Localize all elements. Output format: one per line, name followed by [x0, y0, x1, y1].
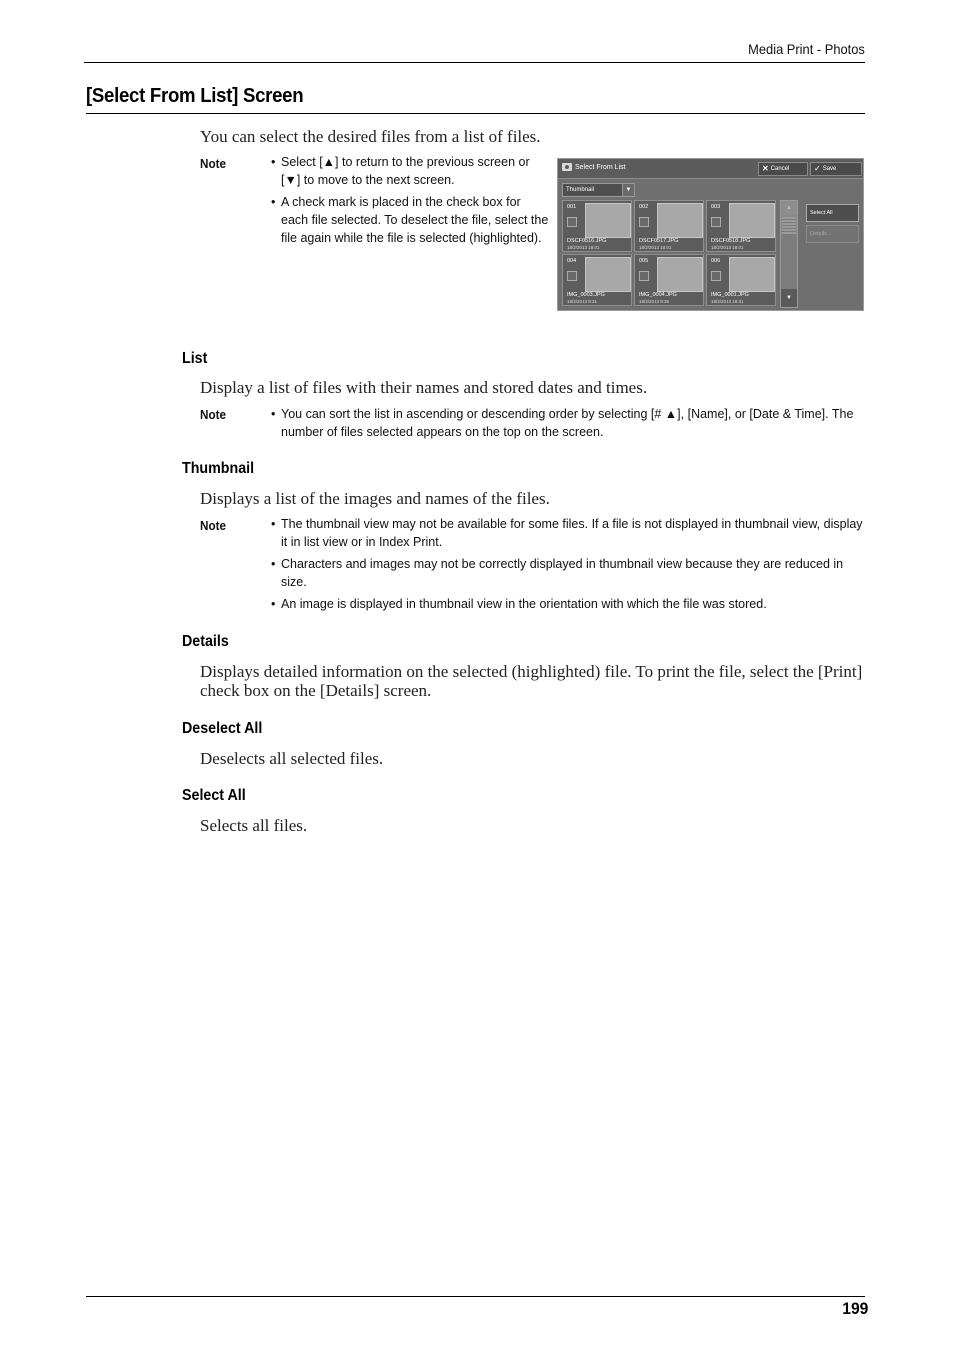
file-tile[interactable]: [706, 200, 776, 252]
device-screenshot: [557, 158, 864, 311]
scroll-track: [781, 235, 797, 289]
note-item: • The thumbnail view may not be available for some files. If a file is not displayed in thumbnail view, display it in list view or in Index Print.: [271, 515, 867, 551]
page-number: 199: [841, 1299, 868, 1318]
file-thumbnail-image: [657, 257, 703, 292]
details-button[interactable]: Details...: [806, 225, 859, 243]
list-notes: [271, 405, 867, 445]
note-item: • A check mark is placed in the check box for each file selected. To deselect the file, select the file again while the file is selected (highlighted).: [271, 193, 549, 247]
file-tile[interactable]: [562, 254, 632, 306]
file-thumbnail-image: [729, 257, 775, 292]
file-checkbox[interactable]: [639, 217, 649, 227]
device-title-bar: [558, 159, 863, 179]
note-label: Note: [200, 407, 227, 422]
file-checkbox[interactable]: [711, 217, 721, 227]
note-item: • You can sort the list in ascending or descending order by selecting [# ▲], [Name], or [Date & Time]. The number of files selected appears on the top on the screen.: [271, 405, 867, 441]
intro-notes: [271, 153, 549, 251]
file-number: 006: [711, 258, 721, 264]
file-tile[interactable]: [634, 254, 704, 306]
save-label: Save: [822, 166, 837, 172]
close-icon: ✕: [762, 164, 769, 173]
select-all-text: Selects all files.: [200, 816, 308, 835]
file-number: 002: [639, 204, 649, 210]
note-label: Note: [200, 156, 227, 171]
note-item: • Characters and images may not be correctly displayed in thumbnail view because they are reduced in size.: [271, 555, 867, 591]
heading-select-all: Select All: [182, 787, 246, 804]
file-thumbnail-image: [585, 203, 631, 238]
details-text: Displays detailed information on the selected (highlighted) file. To print the file, select the [Print] check box on the [Details] screen.: [200, 662, 863, 700]
note-item: • An image is displayed in thumbnail view in the orientation with which the file was stored.: [271, 595, 867, 613]
checkmark-icon: ✓: [814, 164, 821, 173]
scroll-grip[interactable]: [782, 217, 796, 235]
file-name: IMG_0003.JPG: [567, 292, 605, 298]
file-number: 001: [567, 204, 577, 210]
heading-deselect-all: Deselect All: [182, 720, 263, 737]
file-name: DSCF0516.JPG: [567, 238, 607, 244]
running-header: [84, 40, 865, 63]
thumbnail-text: Displays a list of the images and names of the files.: [200, 489, 550, 508]
file-thumbnail-image: [729, 203, 775, 238]
heading-list: List: [182, 350, 208, 367]
file-name: DSCF0518.JPG: [711, 238, 751, 244]
cancel-label: Cancel: [770, 166, 790, 172]
scroll-down-icon[interactable]: ▼: [781, 289, 797, 307]
note-label: Note: [200, 518, 227, 533]
scroll-up-icon[interactable]: ▲: [781, 201, 797, 215]
list-text: Display a list of files with their names and stored dates and times.: [200, 378, 648, 397]
section-title: [86, 84, 865, 114]
save-button[interactable]: [810, 162, 862, 176]
file-name: IMG_0001.JPG: [711, 292, 749, 298]
file-date: 18/2/2013 18:31: [711, 299, 744, 304]
file-number: 005: [639, 258, 649, 264]
file-checkbox[interactable]: [567, 271, 577, 281]
file-checkbox[interactable]: [711, 271, 721, 281]
file-tile[interactable]: [634, 200, 704, 252]
device-title: [562, 163, 626, 171]
device-title-label: Select From List: [575, 163, 626, 171]
view-dropdown[interactable]: [562, 183, 635, 197]
file-date: 18/2/2013 18:01: [567, 245, 600, 250]
deselect-all-text: Deselects all selected files.: [200, 749, 384, 768]
note-item: • Select [▲] to return to the previous screen or [▼] to move to the next screen.: [271, 153, 549, 189]
file-thumbnail-grid: [562, 200, 778, 308]
view-dropdown-value: Thumbnail: [566, 187, 595, 193]
intro-text: You can select the desired files from a list of files.: [200, 127, 541, 146]
thumbnail-notes: [271, 515, 867, 617]
file-date: 18/2/2013 9:36: [639, 299, 670, 304]
file-checkbox[interactable]: [567, 217, 577, 227]
footer-rule: [86, 1296, 865, 1297]
cancel-button[interactable]: [758, 162, 808, 176]
scrollbar[interactable]: [780, 200, 798, 308]
file-name: DSCF0517.JPG: [639, 238, 679, 244]
heading-details: Details: [182, 633, 229, 650]
select-all-button[interactable]: Select All: [806, 204, 859, 222]
file-tile[interactable]: [562, 200, 632, 252]
file-thumbnail-image: [657, 203, 703, 238]
file-name: IMG_0004.JPG: [639, 292, 677, 298]
file-date: 18/2/2013 18:01: [711, 245, 744, 250]
heading-thumbnail: Thumbnail: [182, 460, 255, 477]
file-date: 18/2/2013 18:01: [639, 245, 672, 250]
file-number: 004: [567, 258, 577, 264]
file-number: 003: [711, 204, 721, 210]
running-header-title: Media Print - Photos: [748, 41, 865, 57]
file-thumbnail-image: [585, 257, 631, 292]
camera-icon: [562, 163, 572, 171]
file-tile[interactable]: [706, 254, 776, 306]
file-date: 18/2/2013 9:31: [567, 299, 598, 304]
dropdown-arrow-icon: ▼: [622, 184, 634, 196]
file-checkbox[interactable]: [639, 271, 649, 281]
page-title: [Select From List] Screen: [86, 85, 304, 107]
